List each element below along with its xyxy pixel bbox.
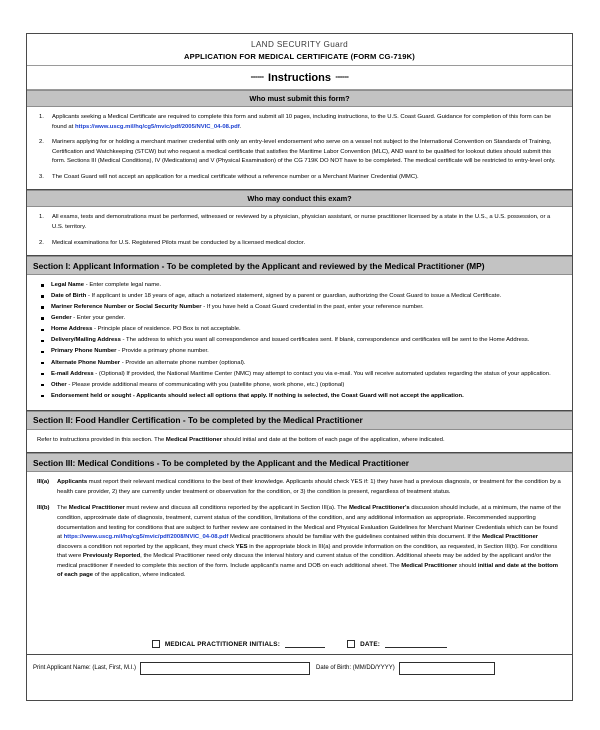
- signature-area: [27, 588, 572, 655]
- bullet-term: Primary Phone Number: [51, 348, 117, 355]
- list-item: [37, 292, 562, 302]
- bullet-text: - Enter complete legal name.: [84, 282, 162, 289]
- section-header-two: Section II: Food Handler Certification - To be completed by the Medical Practitioner: [27, 411, 572, 430]
- bullet-term: Other: [51, 381, 67, 388]
- list-item: [37, 347, 562, 357]
- list-item: [37, 381, 562, 391]
- section-one-body: [27, 275, 572, 411]
- bullet-icon: [41, 373, 44, 376]
- list-marker: 1.: [39, 114, 44, 120]
- section-header-three: Section III: Medical Conditions - To be completed by the Applicant and the Medical Practitioner: [27, 453, 572, 472]
- paragraph-iiib: [37, 504, 562, 581]
- date-input[interactable]: [385, 639, 447, 648]
- para-seg-2: must review and discuss all conditions reported by the applicant in Section III(a). The: [124, 505, 349, 512]
- bullet-term: Legal Name: [51, 282, 85, 289]
- list-item: [37, 113, 562, 132]
- bullet-icon: [41, 284, 44, 287]
- para-text-after: should initial and date at the bottom of each page of the application, where indicated.: [221, 436, 445, 443]
- bullet-icon: [41, 306, 44, 309]
- bullet-icon: [41, 384, 44, 387]
- bullet-term: Mariner Reference Number or Social Security Number: [51, 304, 202, 311]
- list-item: [37, 213, 562, 232]
- form-page: [26, 33, 573, 701]
- para-seg-7: , the Medical Practitioner need only discuss the interval history and current status of the condition. Additional sheets may be added by the applicant and/or the medical practitioner if needed to complete this section of the form. Include applicant's name and DOB on each additional sheet. The: [57, 553, 552, 569]
- applicant-name-field[interactable]: [140, 662, 310, 675]
- list-item: [37, 138, 562, 167]
- bullet-icon: [41, 295, 44, 298]
- section-header-one: Section I: Applicant Information - To be completed by the Applicant and reviewed by the Medical Practitioner (MP): [27, 256, 572, 275]
- title-block: [27, 34, 572, 66]
- bullet-term: E-mail Address: [51, 370, 94, 377]
- date-label: DATE:: [360, 640, 381, 648]
- guidelines-link[interactable]: https://www.uscg.mil/hq/cg5/mvic/pdf/2008/NVIC_04-08.pdf: [63, 534, 229, 541]
- instructions-label: Instructions: [268, 72, 331, 84]
- dashes-right: ------: [335, 72, 349, 81]
- instructions-banner: [27, 66, 572, 90]
- bullet-term: Delivery/Mailing Address: [51, 337, 121, 344]
- date-of-birth-label: Date of Birth: (MM/DD/YYYY): [316, 665, 395, 672]
- initials-group: [152, 639, 325, 648]
- list-item: [37, 336, 562, 346]
- bullet-text: - If you have held a Coast Guard credential in the past, enter your reference number.: [201, 304, 424, 311]
- who-submit-body: [27, 107, 572, 190]
- para-bold-7: initial and date at the bottom of each page: [57, 562, 558, 579]
- para-text: must report their relevant medical conditions to the best of their knowledge. Applicants should check YES if: 1) they have had a previous diagnosis, or treatment for the condition by a health care provider, 2) they are currently under treatment or observation for the condition, or 3) the condition is present, regardless of treatment status.: [57, 479, 561, 495]
- bullet-icon: [41, 351, 44, 354]
- para-seg-5: discovers a condition not reported by the applicant, they must check: [57, 543, 236, 550]
- footer-fields: [27, 655, 572, 681]
- date-checkbox[interactable]: [347, 640, 355, 648]
- list-item: [37, 239, 562, 249]
- section-three-body: [27, 472, 572, 588]
- date-group: [347, 639, 447, 648]
- bullet-icon: [41, 395, 44, 398]
- para-seg-3: discussion should include, at a minimum, the name of the condition, approximate date of diagnosis, treatment, current status of the condition, limitations of the condition, and any additional information as appropriate. Recommended supporting documentation and testing for conditions that are subject to further review are contained in the Medical and Physical Evaluation Guidelines for Merchant Mariner Credentials which can be found at: [57, 505, 561, 541]
- list-text: The Coast Guard will not accept an application for a medical certificate without a reference number or a Merchant Mariner Credential (MMC).: [52, 173, 419, 180]
- bullet-text: - Provide an alternate phone number (optional).: [120, 359, 246, 366]
- bullet-icon: [41, 340, 44, 343]
- para-bold-5: Previously Reported: [82, 553, 141, 560]
- list-item: [37, 173, 562, 183]
- para-seg-9: of the application, where indicated.: [93, 572, 186, 579]
- who-conduct-body: [27, 207, 572, 256]
- dashes-left: ------: [250, 72, 264, 81]
- section-header-who-submit: Who must submit this form?: [27, 90, 572, 107]
- para-seg-6: in the appropriate block in III(a) and provide information on the condition, as requested, in Section III(b). For conditions that were: [57, 543, 558, 560]
- list-text: Mariners applying for or holding a merchant mariner credential with only an entry-level endorsement who serve on a vessel not subject to the International Convention on Standards of Training, Certification and Watchkeeping (STCW) but who request a medical certificate that satisfies the Maritime Labor Convention (MLC), AND want to be qualified for lookout duties should submit this form. Sections III (Medical Conditions), IV (Medications) and V (Physical Examination) of the CG 719K DO NOT have to be completed. The medical certificate will be restricted to entry-level only.: [52, 139, 556, 165]
- section-two-paragraph: [37, 436, 562, 446]
- list-item: [37, 359, 562, 369]
- bullet-term: Home Address: [51, 326, 93, 333]
- para-bold-2: Medical Practitioner's: [348, 505, 410, 512]
- date-of-birth-field[interactable]: [399, 662, 495, 675]
- bullet-term: Alternate Phone Number: [51, 359, 121, 366]
- bullet-icon: [41, 362, 44, 365]
- bullet-icon: [41, 329, 44, 332]
- list-item: [37, 325, 562, 335]
- bullet-term: Gender: [51, 315, 72, 322]
- para-bold-6: Medical Practitioner: [401, 562, 458, 569]
- initials-label: MEDICAL PRACTITIONER INITIALS:: [164, 640, 281, 648]
- list-text: Medical examinations for U.S. Registered Pilots must be conducted by a licensed medical doctor.: [52, 239, 306, 246]
- initials-input[interactable]: [285, 639, 325, 648]
- list-item: [37, 314, 562, 324]
- applicant-name-label: Print Applicant Name: (Last, First, M.I.): [33, 665, 137, 672]
- list-item: [37, 392, 562, 402]
- agency-name: LAND SECURITY Guard: [250, 40, 349, 49]
- section-one-bullets: [37, 281, 562, 401]
- initials-checkbox[interactable]: [152, 640, 160, 648]
- list-marker: 3.: [39, 173, 44, 180]
- bullet-text: - If applicant is under 18 years of age, attach a notarized statement, signed by a parent or guardian, authorizing the Coast Guard to issue a Medical Certificate.: [86, 293, 502, 300]
- section-header-who-conduct: Who may conduct this exam?: [27, 190, 572, 207]
- bullet-text: - Enter your gender.: [71, 315, 126, 322]
- bullet-text: - Principle place of residence. PO Box is not acceptable.: [92, 326, 241, 333]
- list-item: [37, 281, 562, 291]
- para-bold-lead: Applicants: [57, 479, 88, 486]
- bullet-term: Date of Birth: [51, 293, 87, 300]
- para-bold-4: YES: [235, 543, 248, 550]
- para-text-before: Refer to instructions provided in this section. The: [37, 436, 166, 443]
- list-text: All exams, tests and demonstrations must be performed, witnessed or reviewed by a physician, physician assistant, or nurse practitioner licensed by a state in the U.S., a U.S. possession, or a U.S. territory.: [52, 214, 551, 230]
- bullet-text: - (Optional) If provided, the National Maritime Center (NMC) may attempt to contact you via e-mail. You will receive automated updates regarding the status of your application.: [93, 370, 551, 377]
- list-text-before: Applicants seeking a Medical Certificate are required to complete this form and submit all 10 pages, including instructions, to the U.S. Coast Guard. Guidance for completion of this form can be found at: [52, 114, 551, 130]
- section-two-body: [27, 430, 572, 454]
- para-seg-8: should: [457, 562, 478, 569]
- form-title: APPLICATION FOR MEDICAL CERTIFICATE (FORM CG-719K): [183, 52, 416, 61]
- paragraph-tag: III(a): [37, 479, 50, 486]
- list-marker: 1.: [39, 214, 44, 221]
- list-item: [37, 370, 562, 380]
- para-bold: Medical Practitioner: [165, 436, 222, 443]
- bullet-text: - The address to which you want all correspondence and issued certificates sent. If blank, correspondence and certificates will be sent to the Home Address.: [120, 337, 530, 344]
- para-bold-3: Medical Practitioner: [482, 534, 539, 541]
- list-marker: 2.: [39, 239, 44, 246]
- list-text-after: .: [239, 123, 242, 130]
- para-bold-1: Medical Practitioner: [68, 505, 125, 512]
- bullet-text: - Please provide additional means of communicating with you (satellite phone, work phone, etc.) (optional): [66, 381, 345, 388]
- initials-date-row: [27, 639, 572, 648]
- list-marker: 2.: [39, 139, 44, 146]
- nvic-link[interactable]: https://www.uscg.mil/hq/cg5/mvic/pdf/2005/NVIC_04-08.pdf: [74, 123, 240, 130]
- bullet-text: - Applicants should select all options that apply. If nothing is selected, the Coast Guard will not accept the application.: [131, 392, 464, 399]
- paragraph-iiia: [37, 478, 562, 497]
- bullet-text: - Provide a primary phone number.: [116, 348, 209, 355]
- list-item: [37, 303, 562, 313]
- bullet-term: Endorsement held or sought: [51, 392, 132, 399]
- para-seg-4: Medical practitioners should be familiar with the guidelines contained within this document. If the: [228, 534, 483, 541]
- bullet-icon: [41, 317, 44, 320]
- paragraph-tag: III(b): [37, 505, 50, 512]
- para-seg-1: The: [57, 505, 69, 512]
